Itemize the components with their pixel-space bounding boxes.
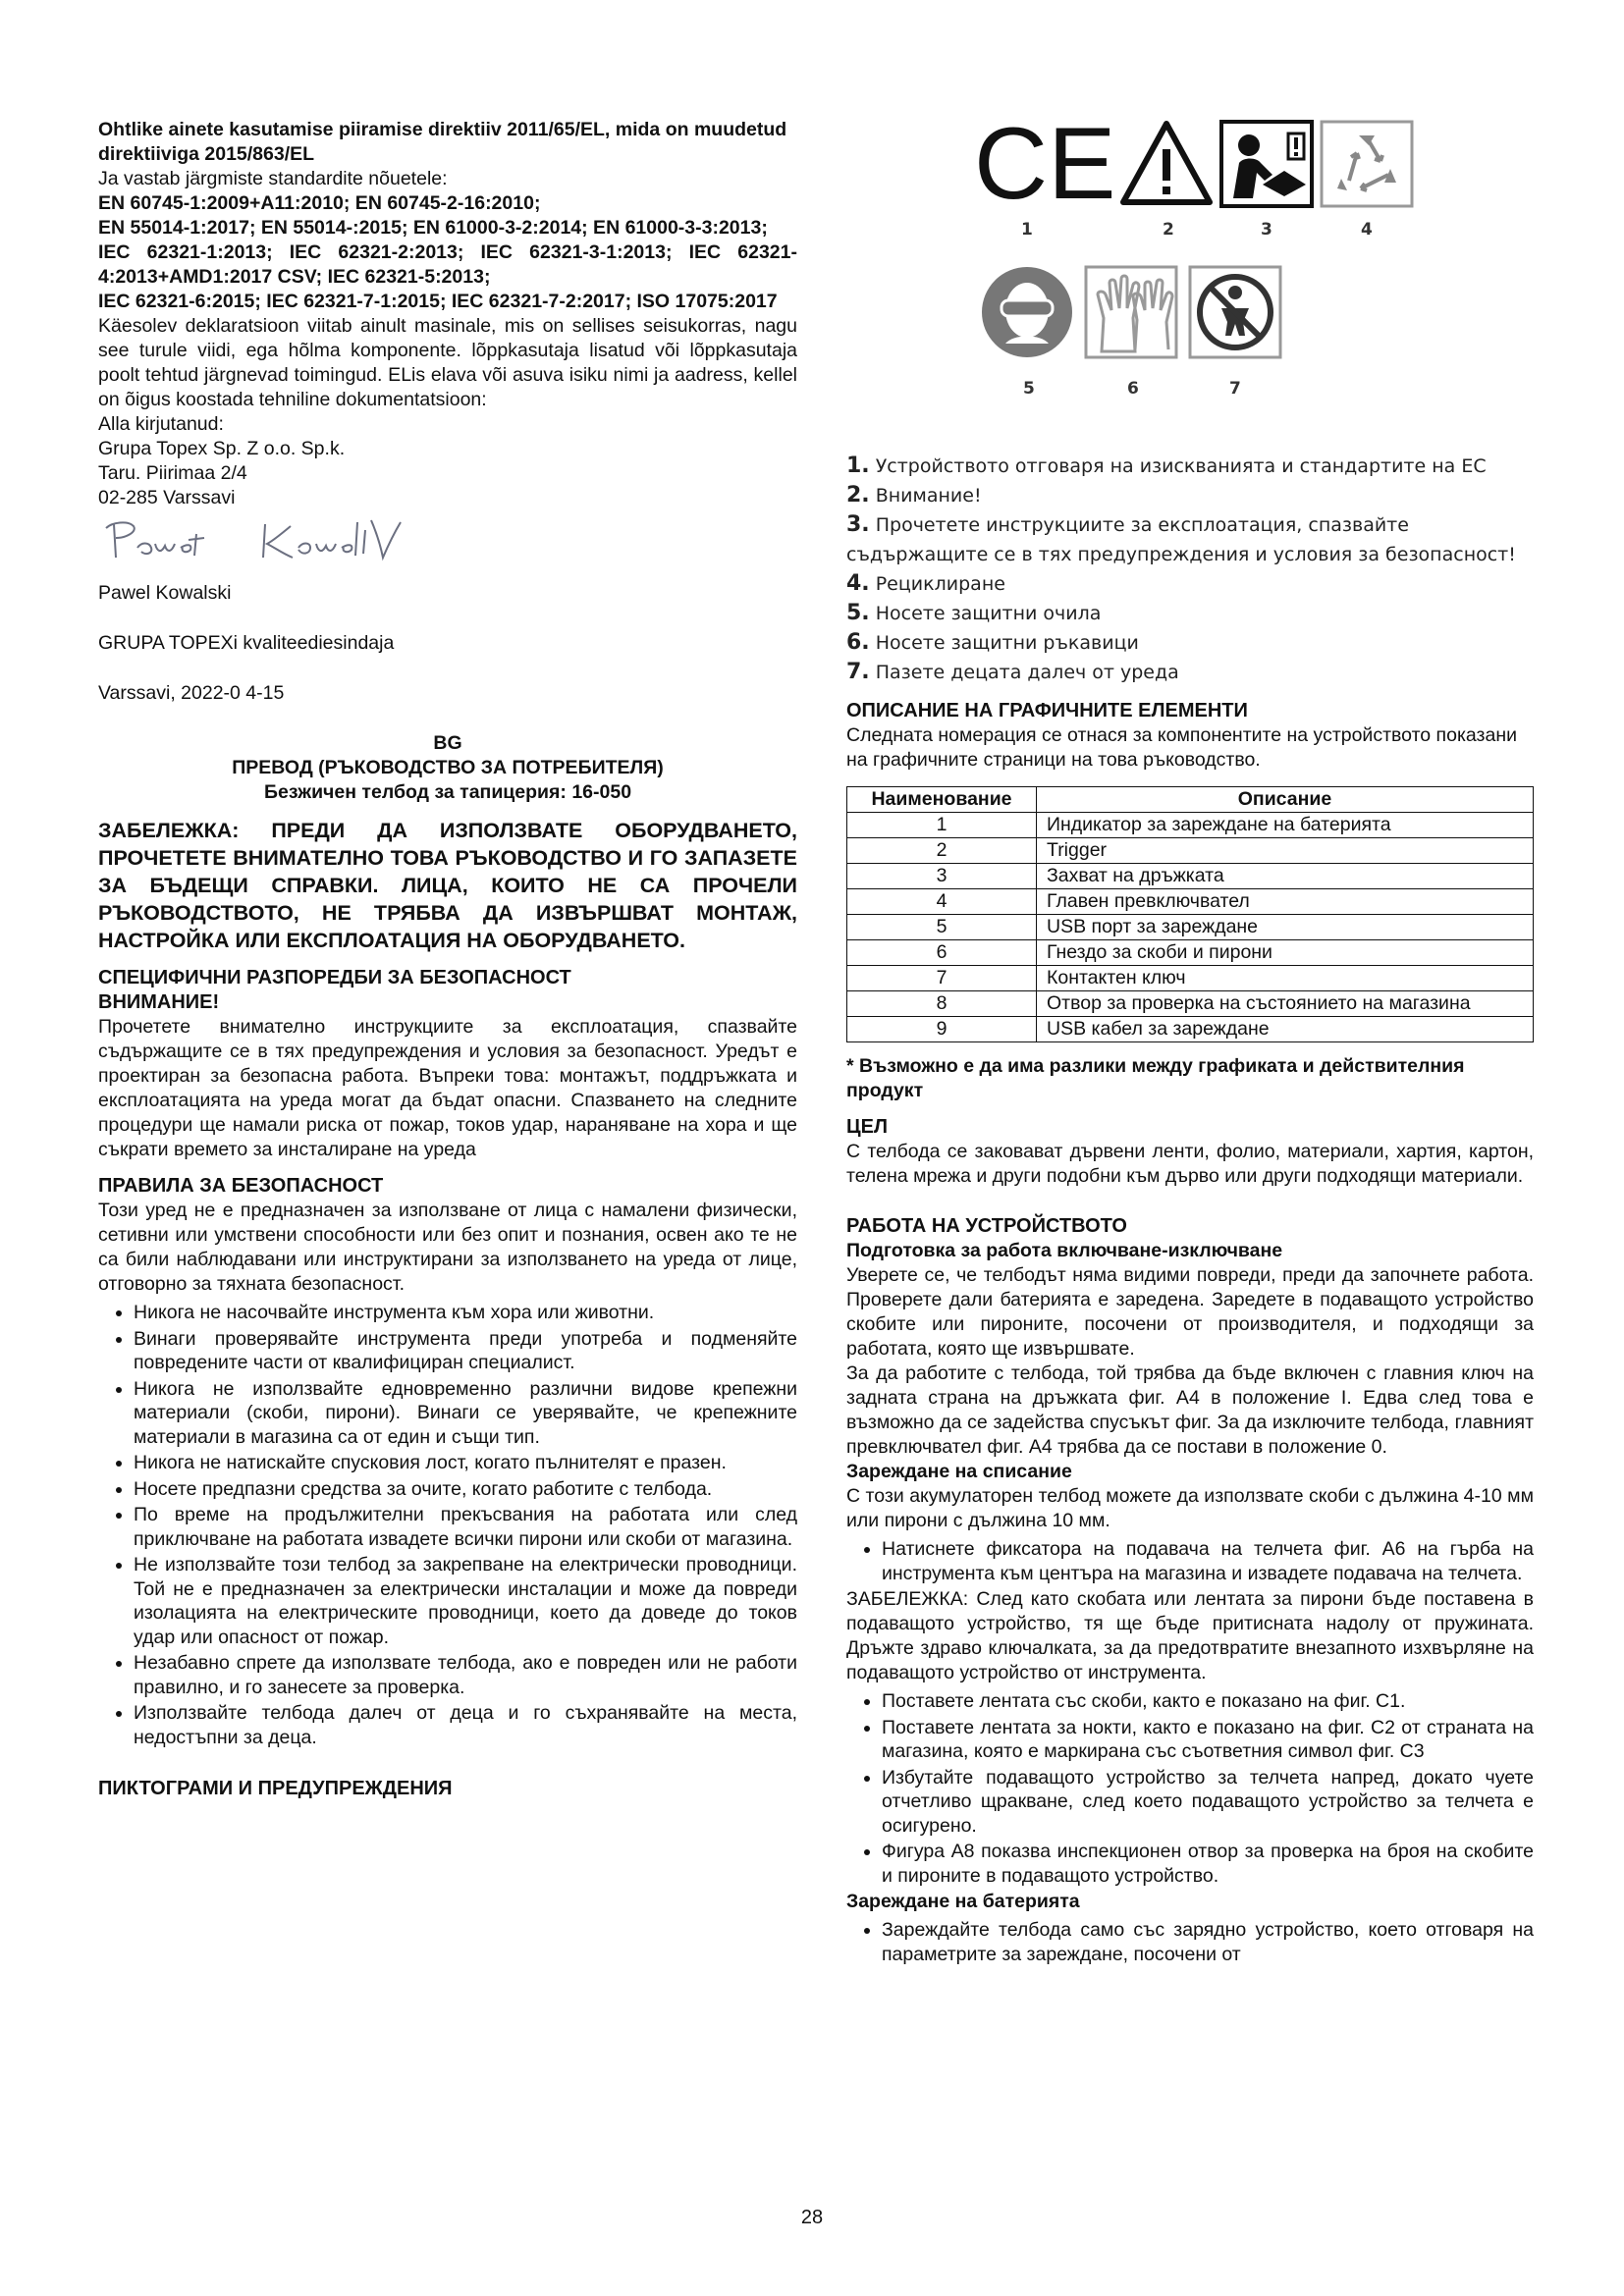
table-row: 7 Контактен ключ xyxy=(847,966,1534,991)
list-item: съдържащите се в тях предупреждения и условия за безопасност! xyxy=(846,544,1516,565)
specific-safety-text: Прочетете внимателно инструкциите за експлоатация, спазвайте съдържащите се в тях предупреждения и условия за безопасност. Уредът е проектиран за безопасна работа. Въпреки това: монтажът, поддръжката и експлоатацията на уреда могат да бъдат опасни. Спазването на следните процедури ще намали риска от пожар, токов удар, нараняване на хора и ще съкрати времето за инсталиране на уреда xyxy=(98,1016,797,1160)
list-item: • Никога не натискайте спусковия лост, когато пълнителят е празен. xyxy=(134,1451,797,1475)
pictogram-number: 4 xyxy=(1361,220,1373,240)
keep-children-away-icon xyxy=(1188,265,1282,364)
product-title: Безжичен телбод за тапицерия: 16-050 xyxy=(263,781,632,803)
standards-intro: Ja vastab järgmiste standardite nõuetele: xyxy=(98,168,448,189)
list-item: • Натиснете фиксатора на подавача на телчета фиг. А6 на гърба на инструмента към центъра на магазина и извадете подавача на телчета. xyxy=(882,1537,1534,1585)
prep-text: Уверете се, че телбодът няма видими повреди, преди да започнете работа. Проверете дали батерията е заредена. Заредете в подаващото устройство скобите или пироните, посочени от производителя, и подходящи за работата, която ще извършвате. xyxy=(846,1264,1534,1360)
difference-note: * Възможно е да има разлики между графиката и действителния продукт xyxy=(846,1055,1465,1101)
table-header: Наименование xyxy=(847,787,1037,813)
table-row: 5 USB порт за зареждане xyxy=(847,915,1534,940)
list-item: • Използвайте телбода далеч от деца и го съхранявайте на места, недостъпни за деца. xyxy=(134,1701,797,1749)
list-item: 5. Носете защитни очила xyxy=(846,601,1102,625)
prep-subheading: Подготовка за работа включване-изключване xyxy=(846,1240,1283,1261)
language-code: BG xyxy=(433,732,462,754)
purpose-text: С телбода се заковават дървени ленти, фолио, материали, хартия, картон, телена мрежа и други подобни към дърво или други подходящи материали. xyxy=(846,1141,1534,1187)
loading-list xyxy=(846,1537,1534,1585)
company-city: 02-285 Varssavi xyxy=(98,487,236,508)
list-item: • Поставете лентата за нокти, както е показано на фиг. С2 от страната на магазина, която е маркирана със съответния символ фиг. С3 xyxy=(882,1716,1534,1764)
battery-subheading: Зареждане на батерията xyxy=(846,1891,1080,1912)
list-item: • Носете предпазни средства за очите, когато работите с телбода. xyxy=(134,1477,797,1502)
signer-role: GRUPA TOPEXi kvaliteediesindaja xyxy=(98,632,395,654)
table-row: 1 Индикатор за зареждане на батерията xyxy=(847,813,1534,838)
graphics-text: Следната номерация се отнася за компонентите на устройството показани на графичните страници на това ръководство. xyxy=(846,724,1517,771)
attention-heading: ВНИМАНИЕ! xyxy=(98,991,220,1013)
table-header: Описание xyxy=(1037,787,1534,813)
table-row: 6 Гнездо за скоби и пирони xyxy=(847,940,1534,966)
declaration-text: Käesolev deklaratsioon viitab ainult masinale, mis on sellises seisukorras, nagu see turule viidi, ega hõlma komponente. lõppkasutaja lisatud või lõppkasutaja poolt tehtud järgnevad toimingud. ELis elava või asuva isiku nimi ja aadress, kellel on õigus koostada tehniline dokumentatsioon: xyxy=(98,315,797,410)
list-item: • Поставете лентата със скоби, както е показано на фиг. С1. xyxy=(882,1689,1534,1714)
table-row: 3 Захват на дръжката xyxy=(847,864,1534,889)
list-item: 6. Носете защитни ръкавици xyxy=(846,630,1139,655)
pictogram-number: 1 xyxy=(1021,220,1033,240)
switch-text: За да работите с телбода, той трябва да бъде включен с главния ключ на задната страна на дръжката фиг. А4 в положение I. Едва след това е възможно да се задейства спусъкът фиг. За да изключите телбода, главният превключвател фиг. А4 трябва да се постави в положение 0. xyxy=(846,1362,1534,1458)
company-name: Grupa Topex Sp. Z o.o. Sp.k. xyxy=(98,438,346,459)
standard-line: IEC 62321-1:2013; IEC 62321-2:2013; IEC 62321-3-1:2013; IEC 62321-4:2013+AMD1:2017 CSV; IEC 62321-5:2013; xyxy=(98,241,797,288)
note-text: ЗАБЕЛЕЖКА: След като скобата или лентата за пирони бъде поставена в подаващото устройство, тя ще бъде притисната надолу от пружината. Дръжте здраво ключалката, за да предотвратите внезапното изхвърляне на подаващото устройство от инструмента. xyxy=(846,1588,1534,1683)
table-header-row xyxy=(847,787,1534,813)
warning-notice: ЗАБЕЛЕЖКА: ПРЕДИ ДА ИЗПОЛЗВАТЕ ОБОРУДВАНЕТО, ПРОЧЕТЕТЕ ВНИМАТЕЛНО ТОВА РЪКОВОДСТВО И ГО ЗАПАЗЕТЕ ЗА БЪДЕЩИ СПРАВКИ. ЛИЦА, КОИТО НЕ СА ПРОЧЕЛИ РЪКОВОДСТВОТО, НЕ ТРЯБВА ДА ИЗВЪРШВАТ МОНТАЖ, НАСТРОЙКА ИЛИ ЕКСПЛОАТАЦИЯ НА ОБОРУДВАНЕТО. xyxy=(98,819,797,952)
pictogram-number: 6 xyxy=(1127,379,1139,399)
standard-line: EN 60745-1:2009+A11:2010; EN 60745-2-16:2010; xyxy=(98,192,541,214)
page-number: 28 xyxy=(800,2207,824,2228)
list-item: 1. Устройството отговаря на изискванията и стандартите на ЕС xyxy=(846,454,1487,478)
left-column xyxy=(98,118,797,1801)
table-row: 4 Главен превключвател xyxy=(847,889,1534,915)
pictogram-number: 7 xyxy=(1229,379,1241,399)
graphics-heading: ОПИСАНИЕ НА ГРАФИЧНИТЕ ЕЛЕМЕНТИ xyxy=(846,700,1248,721)
pictogram-number: 5 xyxy=(1023,379,1035,399)
table-row: 9 USB кабел за зареждане xyxy=(847,1017,1534,1042)
list-item: 3. Прочетете инструкциите за експлоатация, спазвайте xyxy=(846,512,1409,537)
battery-list xyxy=(846,1918,1534,1966)
safety-rules-intro: Този уред не е предназначен за използване от лица с намалени физически, сетивни или умствени способности или без опит и познания, освен ако те не са били наблюдавани или инструктирани за използването на уреда от лице, отговорно за тяхната безопасност. xyxy=(98,1200,797,1295)
list-item: • Винаги проверявайте инструмента преди употреба и подменяйте повредените части от квалифициран специалист. xyxy=(134,1327,797,1375)
table-row: 8 Отвор за проверка на състоянието на магазина xyxy=(847,991,1534,1017)
ce-mark-text: CE xyxy=(974,118,1116,206)
company-street: Taru. Piirimaa 2/4 xyxy=(98,462,247,484)
list-item: • Никога не насочвайте инструмента към хора или животни. xyxy=(134,1301,797,1325)
standard-line: EN 55014-1:2017; EN 55014-:2015; EN 61000-3-2:2014; EN 61000-3-3:2013; xyxy=(98,217,768,239)
list-item: • Фигура А8 показва инспекционен отвор за проверка на броя на скобите и пироните в подаващото устройство. xyxy=(882,1840,1534,1888)
list-item: 7. Пазете децата далеч от уреда xyxy=(846,660,1179,684)
recycling-icon xyxy=(1320,120,1414,213)
list-item: • Не използвайте този телбод за закрепване на електрически проводници. Той не е предназначен за електрически инсталации и може да повреди изолацията на електрическите проводници, което да доведе до токов удар или опасност от пожар. xyxy=(134,1553,797,1649)
translation-title: ПРЕВОД (РЪКОВОДСТВО ЗА ПОТРЕБИТЕЛЯ) xyxy=(232,757,664,778)
operation-heading: РАБОТА НА УСТРОЙСТВОТО xyxy=(846,1215,1127,1237)
standard-line: IEC 62321-6:2015; IEC 62321-7-1:2015; IEC 62321-7-2:2017; ISO 17075:2017 xyxy=(98,291,778,312)
specific-safety-heading: СПЕЦИФИЧНИ РАЗПОРЕДБИ ЗА БЕЗОПАСНОСТ xyxy=(98,967,571,988)
safety-rules-list xyxy=(98,1301,797,1749)
signer-name: Pawel Kowalski xyxy=(98,582,232,604)
signed-by-label: Alla kirjutanud: xyxy=(98,413,224,435)
place-date: Varssavi, 2022-0 4-15 xyxy=(98,682,285,704)
list-item: • По време на продължителни прекъсвания на работата или след приключване на работата извадете всички пирони или скоби от магазина. xyxy=(134,1503,797,1551)
signature xyxy=(98,514,797,575)
pictogram-number: 2 xyxy=(1163,220,1174,240)
list-item: 4. Рециклиране xyxy=(846,571,1005,596)
loading-subheading: Зареждане на списание xyxy=(846,1461,1072,1482)
pictograms-panel xyxy=(974,118,1534,442)
right-column xyxy=(846,118,1534,1968)
warning-triangle-icon xyxy=(1119,120,1214,213)
loading-text: С този акумулаторен телбод можете да използвате скоби с дължина 4-10 мм или пирони с дължина 10 мм. xyxy=(846,1485,1534,1531)
load-steps-list xyxy=(846,1689,1534,1888)
table-row: 2 Trigger xyxy=(847,838,1534,864)
pictogram-number: 3 xyxy=(1261,220,1272,240)
list-item: • Никога не използвайте едновременно различни видове крепежни материали (скоби, пирони). Винаги се уверявайте, че крепежните материали в магазина са от един и същи тип. xyxy=(134,1377,797,1450)
list-item: • Незабавно спрете да използвате телбода, ако е повреден или не работи правилно, и го занесете за проверка. xyxy=(134,1651,797,1699)
safety-goggles-icon xyxy=(978,263,1076,366)
read-manual-icon xyxy=(1219,120,1314,213)
safety-rules-heading: ПРАВИЛА ЗА БЕЗОПАСНОСТ xyxy=(98,1175,384,1197)
pictograms-heading: ПИКТОГРАМИ И ПРЕДУПРЕЖДЕНИЯ xyxy=(98,1778,453,1799)
list-item: • Зареждайте телбода само със зарядно устройство, което отговаря на параметрите за зареждане, посочени от xyxy=(882,1918,1534,1966)
parts-table xyxy=(846,786,1534,1042)
purpose-heading: ЦЕЛ xyxy=(846,1116,888,1138)
protective-gloves-icon xyxy=(1084,265,1178,364)
ce-mark-icon xyxy=(974,118,1121,211)
list-item: • Избутайте подаващото устройство за телчета напред, докато чуете отчетливо щракване, след което подаващото устройство за телчета е осигурено. xyxy=(882,1766,1534,1839)
directive-title: Ohtlike ainete kasutamise piiramise direktiiv 2011/65/EL, mida on muudetud direktiiviga 2015/863/EL xyxy=(98,119,787,165)
list-item: 2. Внимание! xyxy=(846,483,982,507)
pictogram-legend xyxy=(846,452,1534,687)
